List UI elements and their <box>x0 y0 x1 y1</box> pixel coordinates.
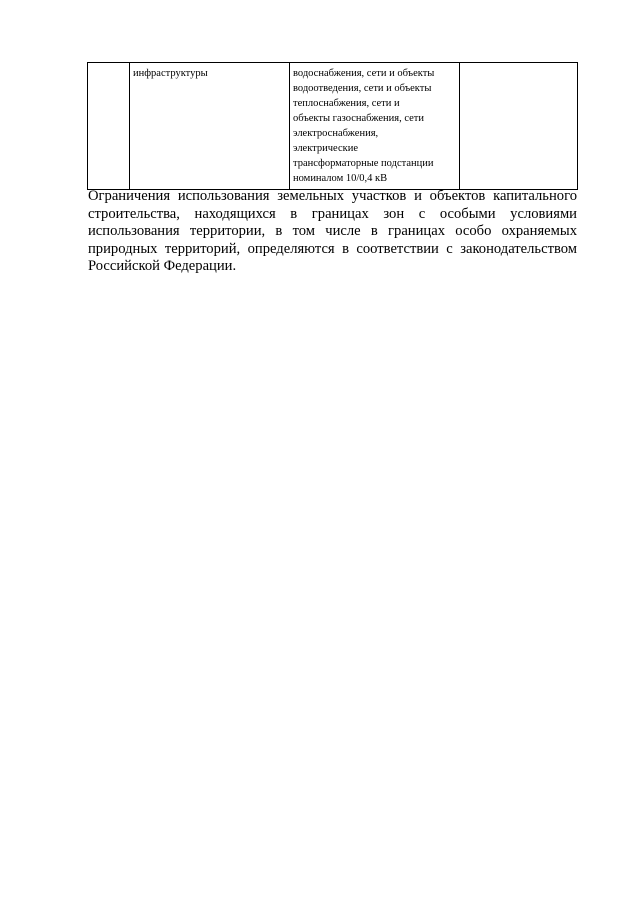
objects-line: объекты газоснабжения, сети <box>293 113 424 124</box>
zone-name-cell <box>130 63 290 190</box>
row-number-cell <box>88 63 130 190</box>
objects-line: теплоснабжения, сети и <box>293 98 400 109</box>
objects-line: номиналом 10/0,4 кВ <box>293 173 388 184</box>
objects-line: трансформаторные подстанции <box>293 158 434 169</box>
objects-line: электроснабжения, <box>293 128 379 139</box>
table-row <box>88 63 578 190</box>
objects-line: водоснабжения, сети и объекты <box>293 68 435 79</box>
objects-line: водоотведения, сети и объекты <box>293 83 432 94</box>
restrictions-paragraph: Ограничения использования земельных участков и объектов капитального строительства, находящихся в границах зон с особыми условиями использования территории, в том числе в границах особо охраняемых природных территорий, определяются в соответствии с законодательством Российской Федерации. <box>88 188 577 274</box>
zones-table <box>87 62 578 190</box>
notes-cell <box>460 63 578 190</box>
objects-line: электрические <box>293 143 359 154</box>
zone-name-text: инфраструктуры <box>133 68 208 79</box>
allowed-objects-cell <box>290 63 460 190</box>
